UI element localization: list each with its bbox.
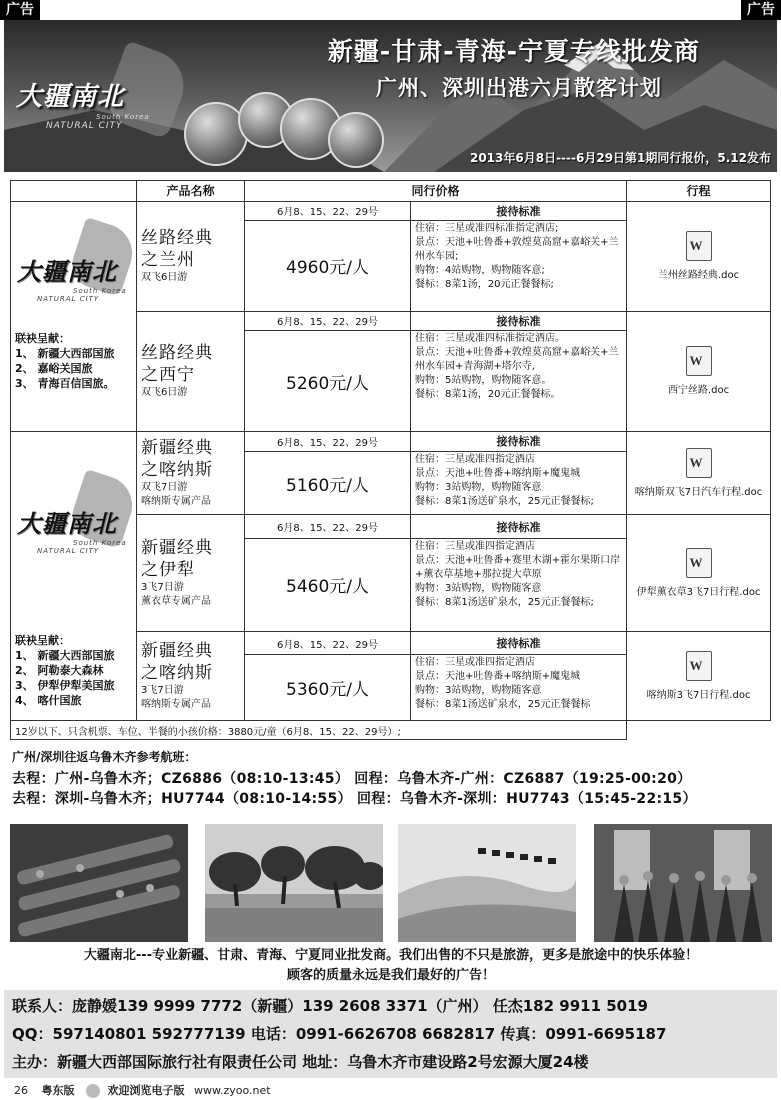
- product-subtitle: 喀纳斯专属产品: [141, 496, 211, 508]
- itinerary-doc-name: 喀纳斯3飞7日行程.doc: [646, 690, 751, 702]
- standard-line: 景点：天池+吐鲁番+赛里木湖+霍尔果斯口岸+薰衣草基地+那拉提大草原: [415, 555, 621, 581]
- itinerary-doc-name: 喀纳斯双飞7日汽车行程.doc: [634, 487, 763, 499]
- word-doc-icon: [686, 231, 712, 261]
- departure-dates: 6月8、15、22、29号: [245, 432, 411, 452]
- departure-dates: 6月8、15、22、29号: [245, 201, 411, 221]
- vendor-logo: [15, 480, 132, 576]
- product-name-cell: [137, 432, 245, 515]
- banner-logo-en: NATURAL CITY: [46, 121, 123, 131]
- standard-line: 购物：3站购物，购物随客意: [415, 481, 542, 493]
- standard-header: 接待标准: [411, 201, 627, 221]
- standard-line: 景点：天池+吐鲁番+敦煌莫高窟+嘉峪关+兰州水车园+青海湖+塔尔寺,: [415, 347, 619, 373]
- header-banner: [4, 20, 777, 172]
- page-number: 26: [14, 1084, 28, 1097]
- dancers-photo: [594, 824, 772, 942]
- standard-line: 景点：天池+吐鲁番+敦煌莫高窟+嘉峪关+兰州水车园;: [415, 237, 619, 263]
- product-name-cell: [137, 515, 245, 631]
- vendor-logo-text: 大疆南北: [17, 510, 117, 539]
- product-name: 之喀纳斯: [141, 460, 213, 481]
- standard-line: 购物：3站购物，购物随客意: [415, 685, 542, 697]
- product-name: 之伊犁: [141, 560, 195, 581]
- standard-line: 购物：3站购物，购物随客意: [415, 583, 542, 595]
- itinerary-doc-name: 西宁丝路.doc: [667, 385, 730, 397]
- kebab-photo: [10, 824, 188, 942]
- itinerary-doc-link[interactable]: [627, 515, 771, 631]
- banner-logo-text: 大疆南北: [16, 82, 125, 112]
- product-name-cell: [137, 201, 245, 311]
- slogan: [10, 946, 772, 986]
- standard-line: 餐标：8菜1汤送矿泉水，25元正餐餐标: [415, 699, 591, 711]
- word-doc-icon: [686, 651, 712, 681]
- vendor-logo-en: NATURAL CITY: [37, 547, 100, 556]
- itinerary-doc-link[interactable]: [627, 311, 771, 431]
- product-name: 之兰州: [141, 250, 195, 271]
- header-itinerary: 行程: [627, 181, 771, 202]
- vendor-line: 2、 阿勒泰大森林: [15, 664, 104, 678]
- vendor-label: 联袂呈献：: [15, 331, 70, 345]
- itinerary-doc-link[interactable]: [627, 201, 771, 311]
- product-subtitle: 3飞7日游: [141, 582, 184, 594]
- vendor-line: 1、 新疆大西部国旅: [15, 346, 115, 360]
- vendor-label: 联袂呈献：: [15, 634, 70, 648]
- price: 5360元/人: [245, 655, 411, 721]
- standard-details: [411, 221, 627, 312]
- price: 5160元/人: [245, 451, 411, 515]
- product-subtitle: 3飞7日游: [141, 685, 184, 697]
- brand-seal-icon: [86, 1084, 100, 1098]
- standard-line: 购物：5站购物，购物随客意。: [415, 375, 552, 387]
- standard-line: 餐标：8菜1汤，20元正餐餐标;: [415, 279, 554, 291]
- vendor-logo-text: 大疆南北: [17, 257, 117, 286]
- standard-header: 接待标准: [411, 311, 627, 331]
- product-name-cell: [137, 631, 245, 721]
- product-name: 新疆经典: [141, 438, 213, 459]
- vendor-line: 4、 喀什国旅: [15, 694, 82, 708]
- standard-line: 住宿：三星或准四标准指定酒店。: [415, 333, 565, 345]
- camel-caravan-photo: [398, 824, 576, 942]
- slogan-line: 大疆南北---专业新疆、甘肃、青海、宁夏同业批发商。我们出售的不只是旅游，更多是旅途中的快乐体验！: [83, 948, 699, 963]
- itinerary-doc-link[interactable]: [627, 631, 771, 721]
- vendor-logo-en: NATURAL CITY: [37, 294, 100, 303]
- vendor-logo-en-small: South Korea: [73, 286, 127, 295]
- flight-row: 去程：广州-乌鲁木齐；CZ6886（08:10-13:45） 回程：乌鲁木齐-广州：CZ6887（19:25-00:20）: [12, 771, 692, 787]
- ad-tag-left: 广告: [0, 0, 40, 20]
- standard-details: [411, 655, 627, 721]
- standard-line: 住宿：三星或准四指定酒店: [415, 541, 535, 553]
- banner-logo: [16, 76, 150, 131]
- departure-dates: 6月8、15、22、29号: [245, 631, 411, 655]
- product-name: 丝路经典: [141, 228, 213, 249]
- contact-panel: [4, 990, 777, 1078]
- ad-tag-right: 广告: [741, 0, 781, 20]
- vendor-line: 2、 嘉峪关国旅: [15, 361, 93, 375]
- header-blank: [11, 181, 137, 202]
- standard-header: 接待标准: [411, 432, 627, 452]
- scenery-photo: [328, 112, 384, 168]
- departure-dates: 6月8、15、22、29号: [245, 515, 411, 539]
- price: 5260元/人: [245, 331, 411, 432]
- product-name-cell: [137, 311, 245, 431]
- page-footer: [14, 1082, 271, 1098]
- standard-line: 餐标：8菜1汤送矿泉水，25元正餐餐标;: [415, 597, 594, 609]
- word-doc-icon: [686, 346, 712, 376]
- itinerary-doc-name: 兰州丝路经典.doc: [657, 270, 740, 282]
- price-table: [10, 180, 771, 740]
- product-subtitle: 双飞6日游: [141, 272, 188, 284]
- standard-details: [411, 539, 627, 632]
- vendor-line: 3、 青海百信国旅。: [15, 376, 115, 390]
- edition-label: 粤东版: [41, 1084, 75, 1097]
- header-price: 同行价格: [245, 181, 627, 202]
- standard-line: 住宿：三星或准四指定酒店: [415, 657, 535, 669]
- vendor-group-1: [11, 201, 137, 432]
- word-doc-icon: [686, 548, 712, 578]
- flight-row: 去程：深圳-乌鲁木齐；HU7744（08:10-14:55） 回程：乌鲁木齐-深圳：HU7743（15:45-22:15）: [12, 791, 697, 807]
- product-name: 丝路经典: [141, 343, 213, 364]
- product-name: 之西宁: [141, 365, 195, 386]
- standard-line: 购物：4站购物，购物随客意;: [415, 265, 545, 277]
- contact-phones: QQ：597140801 592777139 电话：0991-6626708 6682817 传真：0991-6695187: [12, 1025, 667, 1043]
- price: 5460元/人: [245, 539, 411, 632]
- product-subtitle: 薰衣草专属产品: [141, 596, 211, 608]
- standard-details: [411, 451, 627, 515]
- product-subtitle: 双飞7日游: [141, 482, 188, 494]
- standard-header: 接待标准: [411, 515, 627, 539]
- photo-strip: [10, 824, 772, 942]
- standard-line: 景点：天池+吐鲁番+喀纳斯+魔鬼城: [415, 671, 581, 683]
- vendor-logo: [15, 228, 132, 324]
- banner-subtitle: 广州、深圳出港六月散客计划: [376, 76, 662, 100]
- standard-details: [411, 331, 627, 432]
- site-link[interactable]: www.zyoo.net: [194, 1084, 271, 1097]
- vendor-group-2: [11, 432, 137, 721]
- contact-people: 联系人：庞静媛139 9999 7772（新疆）139 2608 3371（广州） 任杰182 9911 5019: [12, 997, 648, 1015]
- standard-line: 餐标：8菜1汤送矿泉水，25元正餐餐标;: [415, 495, 594, 507]
- vendor-logo-en-small: South Korea: [73, 539, 127, 548]
- flight-title: 广州/深圳往返乌鲁木齐参考航班：: [12, 750, 197, 764]
- product-subtitle: 喀纳斯专属产品: [141, 699, 211, 711]
- product-name: 新疆经典: [141, 641, 213, 662]
- contact-host: 主办：新疆大西部国际旅行社有限责任公司 地址：乌鲁木齐市建设路2号宏源大厦24楼: [12, 1053, 589, 1071]
- standard-header: 接待标准: [411, 631, 627, 655]
- banner-title: 新疆-甘肃-青海-宁夏专线批发商: [327, 37, 701, 66]
- banner-date-line: 2013年6月8日----6月29日第1期同行报价，5.12发布: [469, 151, 771, 165]
- vendor-line: 1、 新疆大西部国旅: [15, 649, 115, 663]
- standard-line: 餐标：8菜1汤，20元正餐餐标。: [415, 389, 561, 401]
- standard-line: 住宿：三星或准四指定酒店: [415, 453, 535, 465]
- flight-info: [12, 748, 772, 809]
- header-product: 产品名称: [137, 181, 245, 202]
- standard-line: 住宿：三星或准四标准指定酒店;: [415, 223, 559, 235]
- desert-trees-photo: [205, 824, 383, 942]
- price: 4960元/人: [245, 221, 411, 312]
- product-subtitle: 双飞6日游: [141, 387, 188, 399]
- browse-label: 欢迎浏览电子版: [107, 1084, 185, 1097]
- itinerary-doc-link[interactable]: [627, 432, 771, 515]
- word-doc-icon: [686, 448, 712, 478]
- standard-line: 景点：天池+吐鲁番+喀纳斯+魔鬼城: [415, 467, 581, 479]
- child-price-note: 12岁以下、只含机票、车位、半餐的小孩价格：3880元/童（6月8、15、22、29号）;: [11, 721, 627, 740]
- slogan-line: 顾客的质量永远是我们最好的广告！: [286, 968, 495, 983]
- departure-dates: 6月8、15、22、29号: [245, 311, 411, 331]
- itinerary-doc-name: 伊犁薰衣草3飞7日行程.doc: [636, 587, 761, 599]
- product-name: 之喀纳斯: [141, 663, 213, 684]
- banner-logo-en-small: South Korea: [96, 113, 150, 121]
- product-name: 新疆经典: [141, 538, 213, 559]
- vendor-line: 3、 伊犁伊犁美国旅: [15, 679, 115, 693]
